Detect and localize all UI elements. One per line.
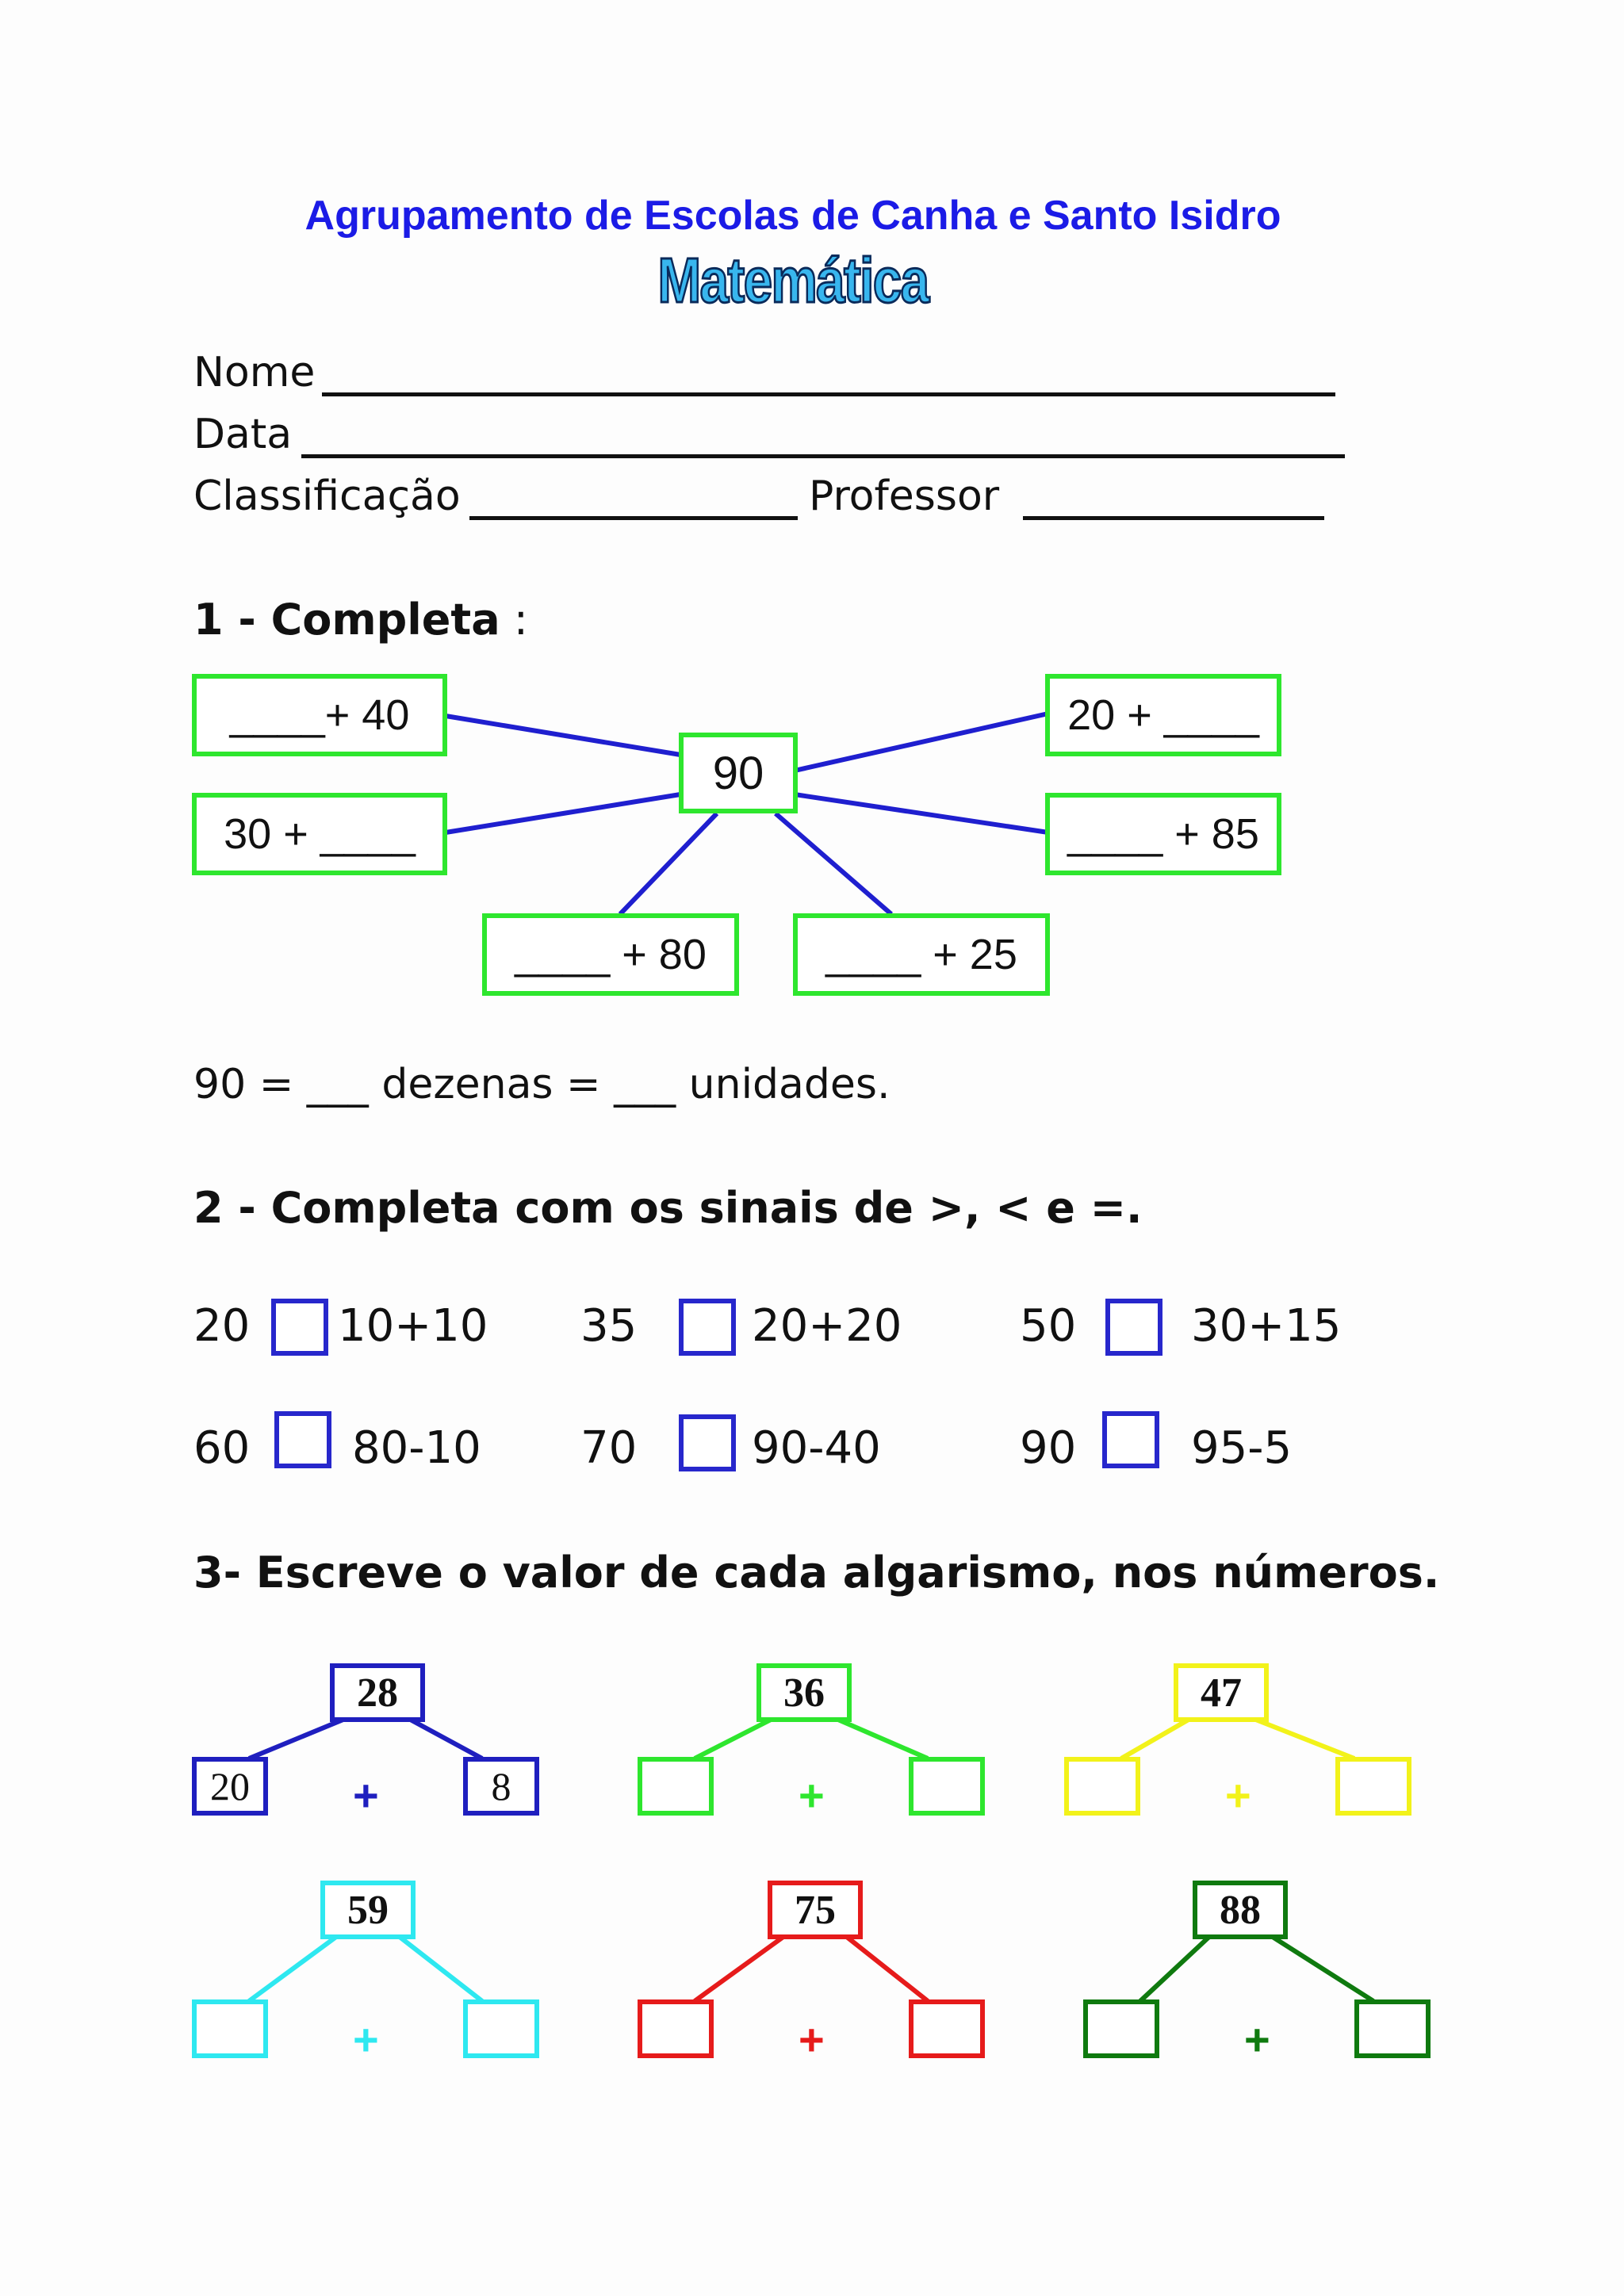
addition-box[interactable]: ____ + 25 [793,913,1050,996]
tree-branch-line [249,1934,339,2001]
exercise-2-heading: 2 - Completa com os sinais de >, < e =. [193,1183,1143,1233]
plus-sign: + [353,1770,379,1820]
tens-units-sentence: 90 = ___ dezenas = ___ unidades. [193,1061,891,1108]
tree-branch-line [833,1717,928,1758]
tens-value-box[interactable]: 20 [192,1757,268,1816]
units-value-box[interactable]: 8 [463,1757,539,1816]
units-value-box[interactable] [1335,1757,1411,1816]
exercise-1-colon: : [500,595,528,645]
addition-box[interactable]: 30 + ____ [192,793,447,875]
tens-value-box[interactable] [638,1999,714,2058]
school-name: Agrupamento de Escolas de Canha e Santo Isidro [304,193,1281,239]
tree-branch-line [406,1717,482,1758]
compare-left-value: 50 [1020,1300,1077,1352]
teacher-label: Professor [809,473,1000,520]
tree-branch-line [695,1717,776,1758]
tree-number-box: 28 [330,1663,425,1722]
compare-right-expression: 20+20 [752,1300,902,1352]
plus-sign: + [353,2015,379,2064]
compare-right-expression: 90-40 [752,1422,881,1474]
compare-right-expression: 10+10 [338,1300,488,1352]
compare-left-value: 90 [1020,1422,1077,1474]
units-value-box[interactable] [909,1999,985,2058]
date-label: Data [193,411,293,458]
tree-number-box: 75 [768,1881,863,1939]
compare-right-expression: 30+15 [1191,1300,1342,1352]
exercise-1-number: 1 - [193,595,271,645]
tree-number-box: 47 [1174,1663,1269,1722]
tree-number-box: 36 [756,1663,852,1722]
tree-number-box: 88 [1193,1881,1288,1939]
compare-right-expression: 80-10 [352,1422,481,1474]
compare-left-value: 70 [580,1422,638,1474]
plus-sign: + [799,1770,825,1820]
compare-left-value: 35 [580,1300,638,1352]
tree-branch-line [1140,1934,1212,2001]
units-value-box[interactable] [1354,1999,1431,2058]
grade-label: Classificação [193,473,461,520]
units-value-box[interactable] [909,1757,985,1816]
center-number-box: 90 [679,733,798,813]
tens-value-box[interactable] [638,1757,714,1816]
tree-branch-line [1250,1717,1354,1758]
exercise-1-title: Completa [270,595,500,645]
tree-number-box: 59 [320,1881,416,1939]
compare-left-value: 60 [193,1422,251,1474]
plus-sign: + [799,2015,825,2064]
tree-branch-line [844,1934,928,2001]
tens-value-box[interactable] [192,1999,268,2058]
plus-sign: + [1225,1770,1251,1820]
addition-box[interactable]: 20 + ____ [1045,674,1281,756]
plus-sign: + [1244,2015,1270,2064]
units-value-box[interactable] [463,1999,539,2058]
tree-branch-line [1269,1934,1373,2001]
compare-left-value: 20 [193,1300,251,1352]
tree-branch-line [1121,1717,1193,1758]
exercise-3-heading: 3- Escreve o valor de cada algarismo, nos números. [193,1548,1440,1598]
tens-value-box[interactable] [1064,1757,1140,1816]
tens-value-box[interactable] [1083,1999,1159,2058]
name-label: Nome [193,349,316,396]
tree-branch-line [695,1934,787,2001]
addition-box[interactable]: ____+ 40 [192,674,447,756]
subject-title: Matemática [657,245,929,316]
addition-box[interactable]: ____ + 80 [482,913,739,996]
tree-branch-line [249,1717,349,1758]
addition-box[interactable]: ____ + 85 [1045,793,1281,875]
tree-branch-line [396,1934,482,2001]
compare-right-expression: 95-5 [1191,1422,1293,1474]
